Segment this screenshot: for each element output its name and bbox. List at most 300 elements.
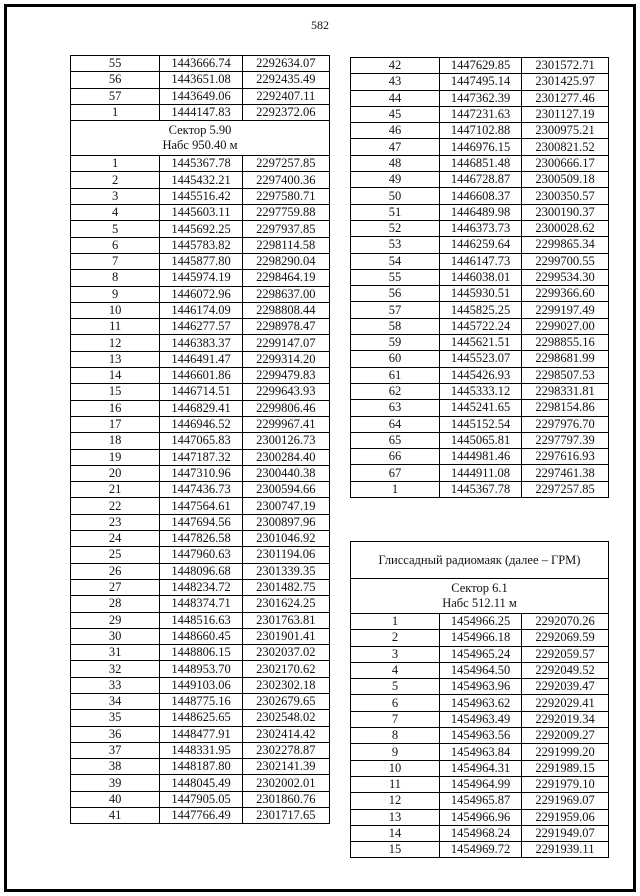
table-row <box>351 106 609 122</box>
y-coordinate-cell: 2297616.93 <box>522 449 609 465</box>
point-number-cell: 61 <box>351 367 440 383</box>
x-coordinate-cell: 1448775.16 <box>160 693 242 709</box>
y-coordinate-cell: 2301127.19 <box>522 106 609 122</box>
table-row <box>351 58 609 74</box>
y-coordinate-cell: 2298978.47 <box>242 319 329 335</box>
table-row <box>71 710 330 726</box>
table-row <box>71 612 330 628</box>
point-number-cell: 12 <box>71 335 160 351</box>
grm-heading: Глиссадный радиомаяк (далее – ГРМ) <box>351 542 609 579</box>
table-row <box>71 319 330 335</box>
point-number-cell: 11 <box>351 776 440 792</box>
table-row <box>351 188 609 204</box>
y-coordinate-cell: 2292059.57 <box>522 646 609 662</box>
table-row <box>71 726 330 742</box>
y-coordinate-cell: 2297759.88 <box>242 205 329 221</box>
table-row <box>71 596 330 612</box>
y-coordinate-cell: 2300126.73 <box>242 433 329 449</box>
x-coordinate-cell: 1454963.62 <box>440 695 522 711</box>
x-coordinate-cell: 1445432.21 <box>160 172 242 188</box>
x-coordinate-cell: 1454964.50 <box>440 662 522 678</box>
table-row <box>71 677 330 693</box>
x-coordinate-cell: 1445065.81 <box>440 432 522 448</box>
y-coordinate-cell: 2299027.00 <box>522 318 609 334</box>
x-coordinate-cell: 1448234.72 <box>160 579 242 595</box>
table-row <box>71 531 330 547</box>
point-number-cell: 1 <box>351 481 440 497</box>
y-coordinate-cell: 2299197.49 <box>522 302 609 318</box>
y-coordinate-cell: 2301482.75 <box>242 579 329 595</box>
table-row <box>351 809 609 825</box>
y-coordinate-cell: 2301572.71 <box>522 58 609 74</box>
point-number-cell: 39 <box>71 775 160 791</box>
y-coordinate-cell: 2300350.57 <box>522 188 609 204</box>
x-coordinate-cell: 1446147.73 <box>440 253 522 269</box>
right-rows-group-b <box>351 614 609 858</box>
point-number-cell: 55 <box>71 56 160 72</box>
y-coordinate-cell: 2300028.62 <box>522 220 609 236</box>
table-row <box>71 498 330 514</box>
table-row <box>351 400 609 416</box>
y-coordinate-cell: 2300509.18 <box>522 172 609 188</box>
x-coordinate-cell: 1454969.72 <box>440 842 522 858</box>
point-number-cell: 5 <box>71 221 160 237</box>
x-coordinate-cell: 1454964.31 <box>440 760 522 776</box>
y-coordinate-cell: 2297461.38 <box>522 465 609 481</box>
table-row <box>351 776 609 792</box>
point-number-cell: 56 <box>351 286 440 302</box>
x-coordinate-cell: 1445603.11 <box>160 205 242 221</box>
point-number-cell: 1 <box>351 614 440 630</box>
x-coordinate-cell: 1445930.51 <box>440 286 522 302</box>
point-number-cell: 42 <box>351 58 440 74</box>
table-row <box>351 90 609 106</box>
point-number-cell: 31 <box>71 645 160 661</box>
x-coordinate-cell: 1444911.08 <box>440 465 522 481</box>
table-row <box>71 253 330 269</box>
table-row <box>71 416 330 432</box>
x-coordinate-cell: 1444147.83 <box>160 104 242 120</box>
x-coordinate-cell: 1454966.18 <box>440 630 522 646</box>
point-number-cell: 4 <box>71 205 160 221</box>
table-row <box>71 661 330 677</box>
x-coordinate-cell: 1445333.12 <box>440 383 522 399</box>
y-coordinate-cell: 2291989.15 <box>522 760 609 776</box>
grm-coordinates-table <box>350 541 609 858</box>
point-number-cell: 19 <box>71 449 160 465</box>
y-coordinate-cell: 2300821.52 <box>522 139 609 155</box>
point-number-cell: 40 <box>71 791 160 807</box>
x-coordinate-cell: 1446038.01 <box>440 269 522 285</box>
left-rows-group-a <box>71 56 330 121</box>
y-coordinate-cell: 2300666.17 <box>522 155 609 171</box>
y-coordinate-cell: 2292070.26 <box>522 614 609 630</box>
y-coordinate-cell: 2297937.85 <box>242 221 329 237</box>
y-coordinate-cell: 2302302.18 <box>242 677 329 693</box>
y-coordinate-cell: 2302278.87 <box>242 742 329 758</box>
point-number-cell: 37 <box>71 742 160 758</box>
point-number-cell: 24 <box>71 531 160 547</box>
y-coordinate-cell: 2292009.27 <box>522 728 609 744</box>
y-coordinate-cell: 2298464.19 <box>242 270 329 286</box>
point-number-cell: 59 <box>351 335 440 351</box>
table-row <box>351 711 609 727</box>
x-coordinate-cell: 1454966.25 <box>440 614 522 630</box>
y-coordinate-cell: 2298154.86 <box>522 400 609 416</box>
y-coordinate-cell: 2302170.62 <box>242 661 329 677</box>
point-number-cell: 36 <box>71 726 160 742</box>
table-row <box>71 104 330 120</box>
table-row <box>71 693 330 709</box>
table-row <box>71 351 330 367</box>
point-number-cell: 13 <box>351 809 440 825</box>
y-coordinate-cell: 2301277.46 <box>522 90 609 106</box>
x-coordinate-cell: 1446373.73 <box>440 220 522 236</box>
table-row <box>71 368 330 384</box>
x-coordinate-cell: 1446851.48 <box>440 155 522 171</box>
x-coordinate-cell: 1448625.65 <box>160 710 242 726</box>
point-number-cell: 64 <box>351 416 440 432</box>
table-row <box>351 630 609 646</box>
x-coordinate-cell: 1446829.41 <box>160 400 242 416</box>
point-number-cell: 58 <box>351 318 440 334</box>
y-coordinate-cell: 2300975.21 <box>522 123 609 139</box>
x-coordinate-cell: 1448660.45 <box>160 628 242 644</box>
table-row <box>351 237 609 253</box>
point-number-cell: 9 <box>351 744 440 760</box>
table-row <box>351 172 609 188</box>
point-number-cell: 63 <box>351 400 440 416</box>
sector-title: Сектор 6.1 <box>451 581 508 595</box>
point-number-cell: 28 <box>71 596 160 612</box>
table-row <box>71 156 330 172</box>
point-number-cell: 26 <box>71 563 160 579</box>
table-row <box>351 449 609 465</box>
table-row <box>71 563 330 579</box>
table-row <box>351 679 609 695</box>
point-number-cell: 17 <box>71 416 160 432</box>
table-row <box>71 384 330 400</box>
table-row <box>71 221 330 237</box>
point-number-cell: 60 <box>351 351 440 367</box>
y-coordinate-cell: 2299967.41 <box>242 416 329 432</box>
point-number-cell: 34 <box>71 693 160 709</box>
table-row <box>351 760 609 776</box>
x-coordinate-cell: 1446491.47 <box>160 351 242 367</box>
table-row <box>71 335 330 351</box>
table-row <box>351 302 609 318</box>
left-rows-group-b <box>71 156 330 824</box>
point-number-cell: 2 <box>351 630 440 646</box>
y-coordinate-cell: 2301046.92 <box>242 531 329 547</box>
y-coordinate-cell: 2298681.99 <box>522 351 609 367</box>
table-row <box>351 253 609 269</box>
y-coordinate-cell: 2302002.01 <box>242 775 329 791</box>
point-number-cell: 11 <box>71 319 160 335</box>
right-coordinates-table <box>350 57 609 498</box>
table-row <box>351 416 609 432</box>
table-row <box>351 351 609 367</box>
y-coordinate-cell: 2297797.39 <box>522 432 609 448</box>
x-coordinate-cell: 1445783.82 <box>160 237 242 253</box>
point-number-cell: 49 <box>351 172 440 188</box>
table-row <box>351 695 609 711</box>
point-number-cell: 55 <box>351 269 440 285</box>
point-number-cell: 12 <box>351 793 440 809</box>
x-coordinate-cell: 1454963.96 <box>440 679 522 695</box>
y-coordinate-cell: 2297257.85 <box>242 156 329 172</box>
y-coordinate-cell: 2291949.07 <box>522 825 609 841</box>
point-number-cell: 7 <box>71 253 160 269</box>
x-coordinate-cell: 1443666.74 <box>160 56 242 72</box>
point-number-cell: 10 <box>71 302 160 318</box>
x-coordinate-cell: 1446072.96 <box>160 286 242 302</box>
point-number-cell: 22 <box>71 498 160 514</box>
x-coordinate-cell: 1448187.80 <box>160 759 242 775</box>
point-number-cell: 50 <box>351 188 440 204</box>
table-row <box>71 302 330 318</box>
x-coordinate-cell: 1446714.51 <box>160 384 242 400</box>
x-coordinate-cell: 1447564.61 <box>160 498 242 514</box>
y-coordinate-cell: 2299534.30 <box>522 269 609 285</box>
table-row <box>71 172 330 188</box>
x-coordinate-cell: 1448045.49 <box>160 775 242 791</box>
point-number-cell: 25 <box>71 547 160 563</box>
x-coordinate-cell: 1454963.84 <box>440 744 522 760</box>
y-coordinate-cell: 2291939.11 <box>522 842 609 858</box>
y-coordinate-cell: 2297400.36 <box>242 172 329 188</box>
x-coordinate-cell: 1447694.56 <box>160 514 242 530</box>
left-coordinates-table <box>70 55 330 824</box>
y-coordinate-cell: 2299479.83 <box>242 368 329 384</box>
table-row <box>351 367 609 383</box>
y-coordinate-cell: 2301339.35 <box>242 563 329 579</box>
x-coordinate-cell: 1443651.08 <box>160 72 242 88</box>
point-number-cell: 67 <box>351 465 440 481</box>
table-row <box>71 270 330 286</box>
y-coordinate-cell: 2292039.47 <box>522 679 609 695</box>
table-row <box>351 123 609 139</box>
x-coordinate-cell: 1447065.83 <box>160 433 242 449</box>
x-coordinate-cell: 1447495.14 <box>440 74 522 90</box>
y-coordinate-cell: 2298290.04 <box>242 253 329 269</box>
table-row <box>71 645 330 661</box>
sector-6-1-header <box>351 579 609 614</box>
point-number-cell: 46 <box>351 123 440 139</box>
y-coordinate-cell: 2299643.93 <box>242 384 329 400</box>
point-number-cell: 52 <box>351 220 440 236</box>
table-row <box>71 579 330 595</box>
point-number-cell: 4 <box>351 662 440 678</box>
point-number-cell: 57 <box>351 302 440 318</box>
point-number-cell: 9 <box>71 286 160 302</box>
table-row <box>71 514 330 530</box>
y-coordinate-cell: 2299700.55 <box>522 253 609 269</box>
table-row <box>351 269 609 285</box>
y-coordinate-cell: 2302037.02 <box>242 645 329 661</box>
y-coordinate-cell: 2298507.53 <box>522 367 609 383</box>
x-coordinate-cell: 1445722.24 <box>440 318 522 334</box>
x-coordinate-cell: 1445241.65 <box>440 400 522 416</box>
y-coordinate-cell: 2300440.38 <box>242 465 329 481</box>
table-row <box>71 742 330 758</box>
point-number-cell: 54 <box>351 253 440 269</box>
x-coordinate-cell: 1446601.86 <box>160 368 242 384</box>
table-row <box>71 286 330 302</box>
y-coordinate-cell: 2297257.85 <box>522 481 609 497</box>
x-coordinate-cell: 1445825.25 <box>440 302 522 318</box>
table-row <box>351 793 609 809</box>
y-coordinate-cell: 2297580.71 <box>242 188 329 204</box>
y-coordinate-cell: 2292634.07 <box>242 56 329 72</box>
x-coordinate-cell: 1454968.24 <box>440 825 522 841</box>
table-row <box>71 88 330 104</box>
table-row <box>71 775 330 791</box>
x-coordinate-cell: 1446277.57 <box>160 319 242 335</box>
x-coordinate-cell: 1446946.52 <box>160 416 242 432</box>
x-coordinate-cell: 1445877.80 <box>160 253 242 269</box>
x-coordinate-cell: 1445621.51 <box>440 335 522 351</box>
y-coordinate-cell: 2301763.81 <box>242 612 329 628</box>
y-coordinate-cell: 2292049.52 <box>522 662 609 678</box>
y-coordinate-cell: 2300594.66 <box>242 482 329 498</box>
x-coordinate-cell: 1447102.88 <box>440 123 522 139</box>
y-coordinate-cell: 2299806.46 <box>242 400 329 416</box>
y-coordinate-cell: 2301194.06 <box>242 547 329 563</box>
y-coordinate-cell: 2299314.20 <box>242 351 329 367</box>
table-row <box>351 646 609 662</box>
y-coordinate-cell: 2298637.00 <box>242 286 329 302</box>
point-number-cell: 56 <box>71 72 160 88</box>
point-number-cell: 27 <box>71 579 160 595</box>
point-number-cell: 44 <box>351 90 440 106</box>
x-coordinate-cell: 1445367.78 <box>440 481 522 497</box>
point-number-cell: 15 <box>71 384 160 400</box>
x-coordinate-cell: 1446608.37 <box>440 188 522 204</box>
sector-5-90-header <box>71 121 330 156</box>
y-coordinate-cell: 2302141.39 <box>242 759 329 775</box>
x-coordinate-cell: 1446976.15 <box>440 139 522 155</box>
point-number-cell: 47 <box>351 139 440 155</box>
table-row <box>351 286 609 302</box>
y-coordinate-cell: 2301860.76 <box>242 791 329 807</box>
x-coordinate-cell: 1446728.87 <box>440 172 522 188</box>
y-coordinate-cell: 2302679.65 <box>242 693 329 709</box>
table-row <box>71 449 330 465</box>
point-number-cell: 51 <box>351 204 440 220</box>
y-coordinate-cell: 2299366.60 <box>522 286 609 302</box>
table-row <box>351 465 609 481</box>
point-number-cell: 13 <box>71 351 160 367</box>
point-number-cell: 65 <box>351 432 440 448</box>
x-coordinate-cell: 1447231.63 <box>440 106 522 122</box>
table-row <box>71 237 330 253</box>
point-number-cell: 1 <box>71 104 160 120</box>
x-coordinate-cell: 1447629.85 <box>440 58 522 74</box>
table-row <box>71 72 330 88</box>
x-coordinate-cell: 1445516.42 <box>160 188 242 204</box>
x-coordinate-cell: 1446383.37 <box>160 335 242 351</box>
table-row <box>351 842 609 858</box>
x-coordinate-cell: 1447436.73 <box>160 482 242 498</box>
point-number-cell: 32 <box>71 661 160 677</box>
x-coordinate-cell: 1447905.05 <box>160 791 242 807</box>
table-row <box>351 481 609 497</box>
x-coordinate-cell: 1448806.15 <box>160 645 242 661</box>
y-coordinate-cell: 2301901.41 <box>242 628 329 644</box>
point-number-cell: 8 <box>351 728 440 744</box>
point-number-cell: 3 <box>351 646 440 662</box>
x-coordinate-cell: 1448374.71 <box>160 596 242 612</box>
point-number-cell: 20 <box>71 465 160 481</box>
point-number-cell: 14 <box>71 368 160 384</box>
table-row <box>71 56 330 72</box>
grm-heading-group <box>351 542 609 579</box>
x-coordinate-cell: 1447310.96 <box>160 465 242 481</box>
y-coordinate-cell: 2292407.11 <box>242 88 329 104</box>
y-coordinate-cell: 2292019.34 <box>522 711 609 727</box>
x-coordinate-cell: 1447187.32 <box>160 449 242 465</box>
point-number-cell: 62 <box>351 383 440 399</box>
point-number-cell: 66 <box>351 449 440 465</box>
y-coordinate-cell: 2300190.37 <box>522 204 609 220</box>
table-row <box>351 155 609 171</box>
page-number: 582 <box>311 18 329 32</box>
table-row <box>71 482 330 498</box>
x-coordinate-cell: 1448953.70 <box>160 661 242 677</box>
y-coordinate-cell: 2292069.59 <box>522 630 609 646</box>
x-coordinate-cell: 1454963.56 <box>440 728 522 744</box>
y-coordinate-cell: 2298808.44 <box>242 302 329 318</box>
y-coordinate-cell: 2292029.41 <box>522 695 609 711</box>
x-coordinate-cell: 1448096.68 <box>160 563 242 579</box>
point-number-cell: 6 <box>351 695 440 711</box>
sector-height: Набс 512.11 м <box>442 596 517 610</box>
x-coordinate-cell: 1445426.93 <box>440 367 522 383</box>
table-row <box>351 204 609 220</box>
table-row <box>71 628 330 644</box>
table-row <box>351 614 609 630</box>
y-coordinate-cell: 2291959.06 <box>522 809 609 825</box>
table-row <box>351 662 609 678</box>
point-number-cell: 7 <box>351 711 440 727</box>
table-row <box>351 432 609 448</box>
point-number-cell: 16 <box>71 400 160 416</box>
table-row <box>351 744 609 760</box>
point-number-cell: 14 <box>351 825 440 841</box>
x-coordinate-cell: 1446174.09 <box>160 302 242 318</box>
x-coordinate-cell: 1448516.63 <box>160 612 242 628</box>
table-row <box>351 74 609 90</box>
point-number-cell: 15 <box>351 842 440 858</box>
x-coordinate-cell: 1454965.87 <box>440 793 522 809</box>
x-coordinate-cell: 1445692.25 <box>160 221 242 237</box>
point-number-cell: 45 <box>351 106 440 122</box>
x-coordinate-cell: 1454964.99 <box>440 776 522 792</box>
x-coordinate-cell: 1447960.63 <box>160 547 242 563</box>
y-coordinate-cell: 2291969.07 <box>522 793 609 809</box>
x-coordinate-cell: 1447766.49 <box>160 808 242 824</box>
point-number-cell: 38 <box>71 759 160 775</box>
table-row <box>71 400 330 416</box>
table-row <box>71 808 330 824</box>
table-row <box>351 139 609 155</box>
x-coordinate-cell: 1454963.49 <box>440 711 522 727</box>
point-number-cell: 18 <box>71 433 160 449</box>
table-row <box>71 759 330 775</box>
x-coordinate-cell: 1449103.06 <box>160 677 242 693</box>
point-number-cell: 10 <box>351 760 440 776</box>
